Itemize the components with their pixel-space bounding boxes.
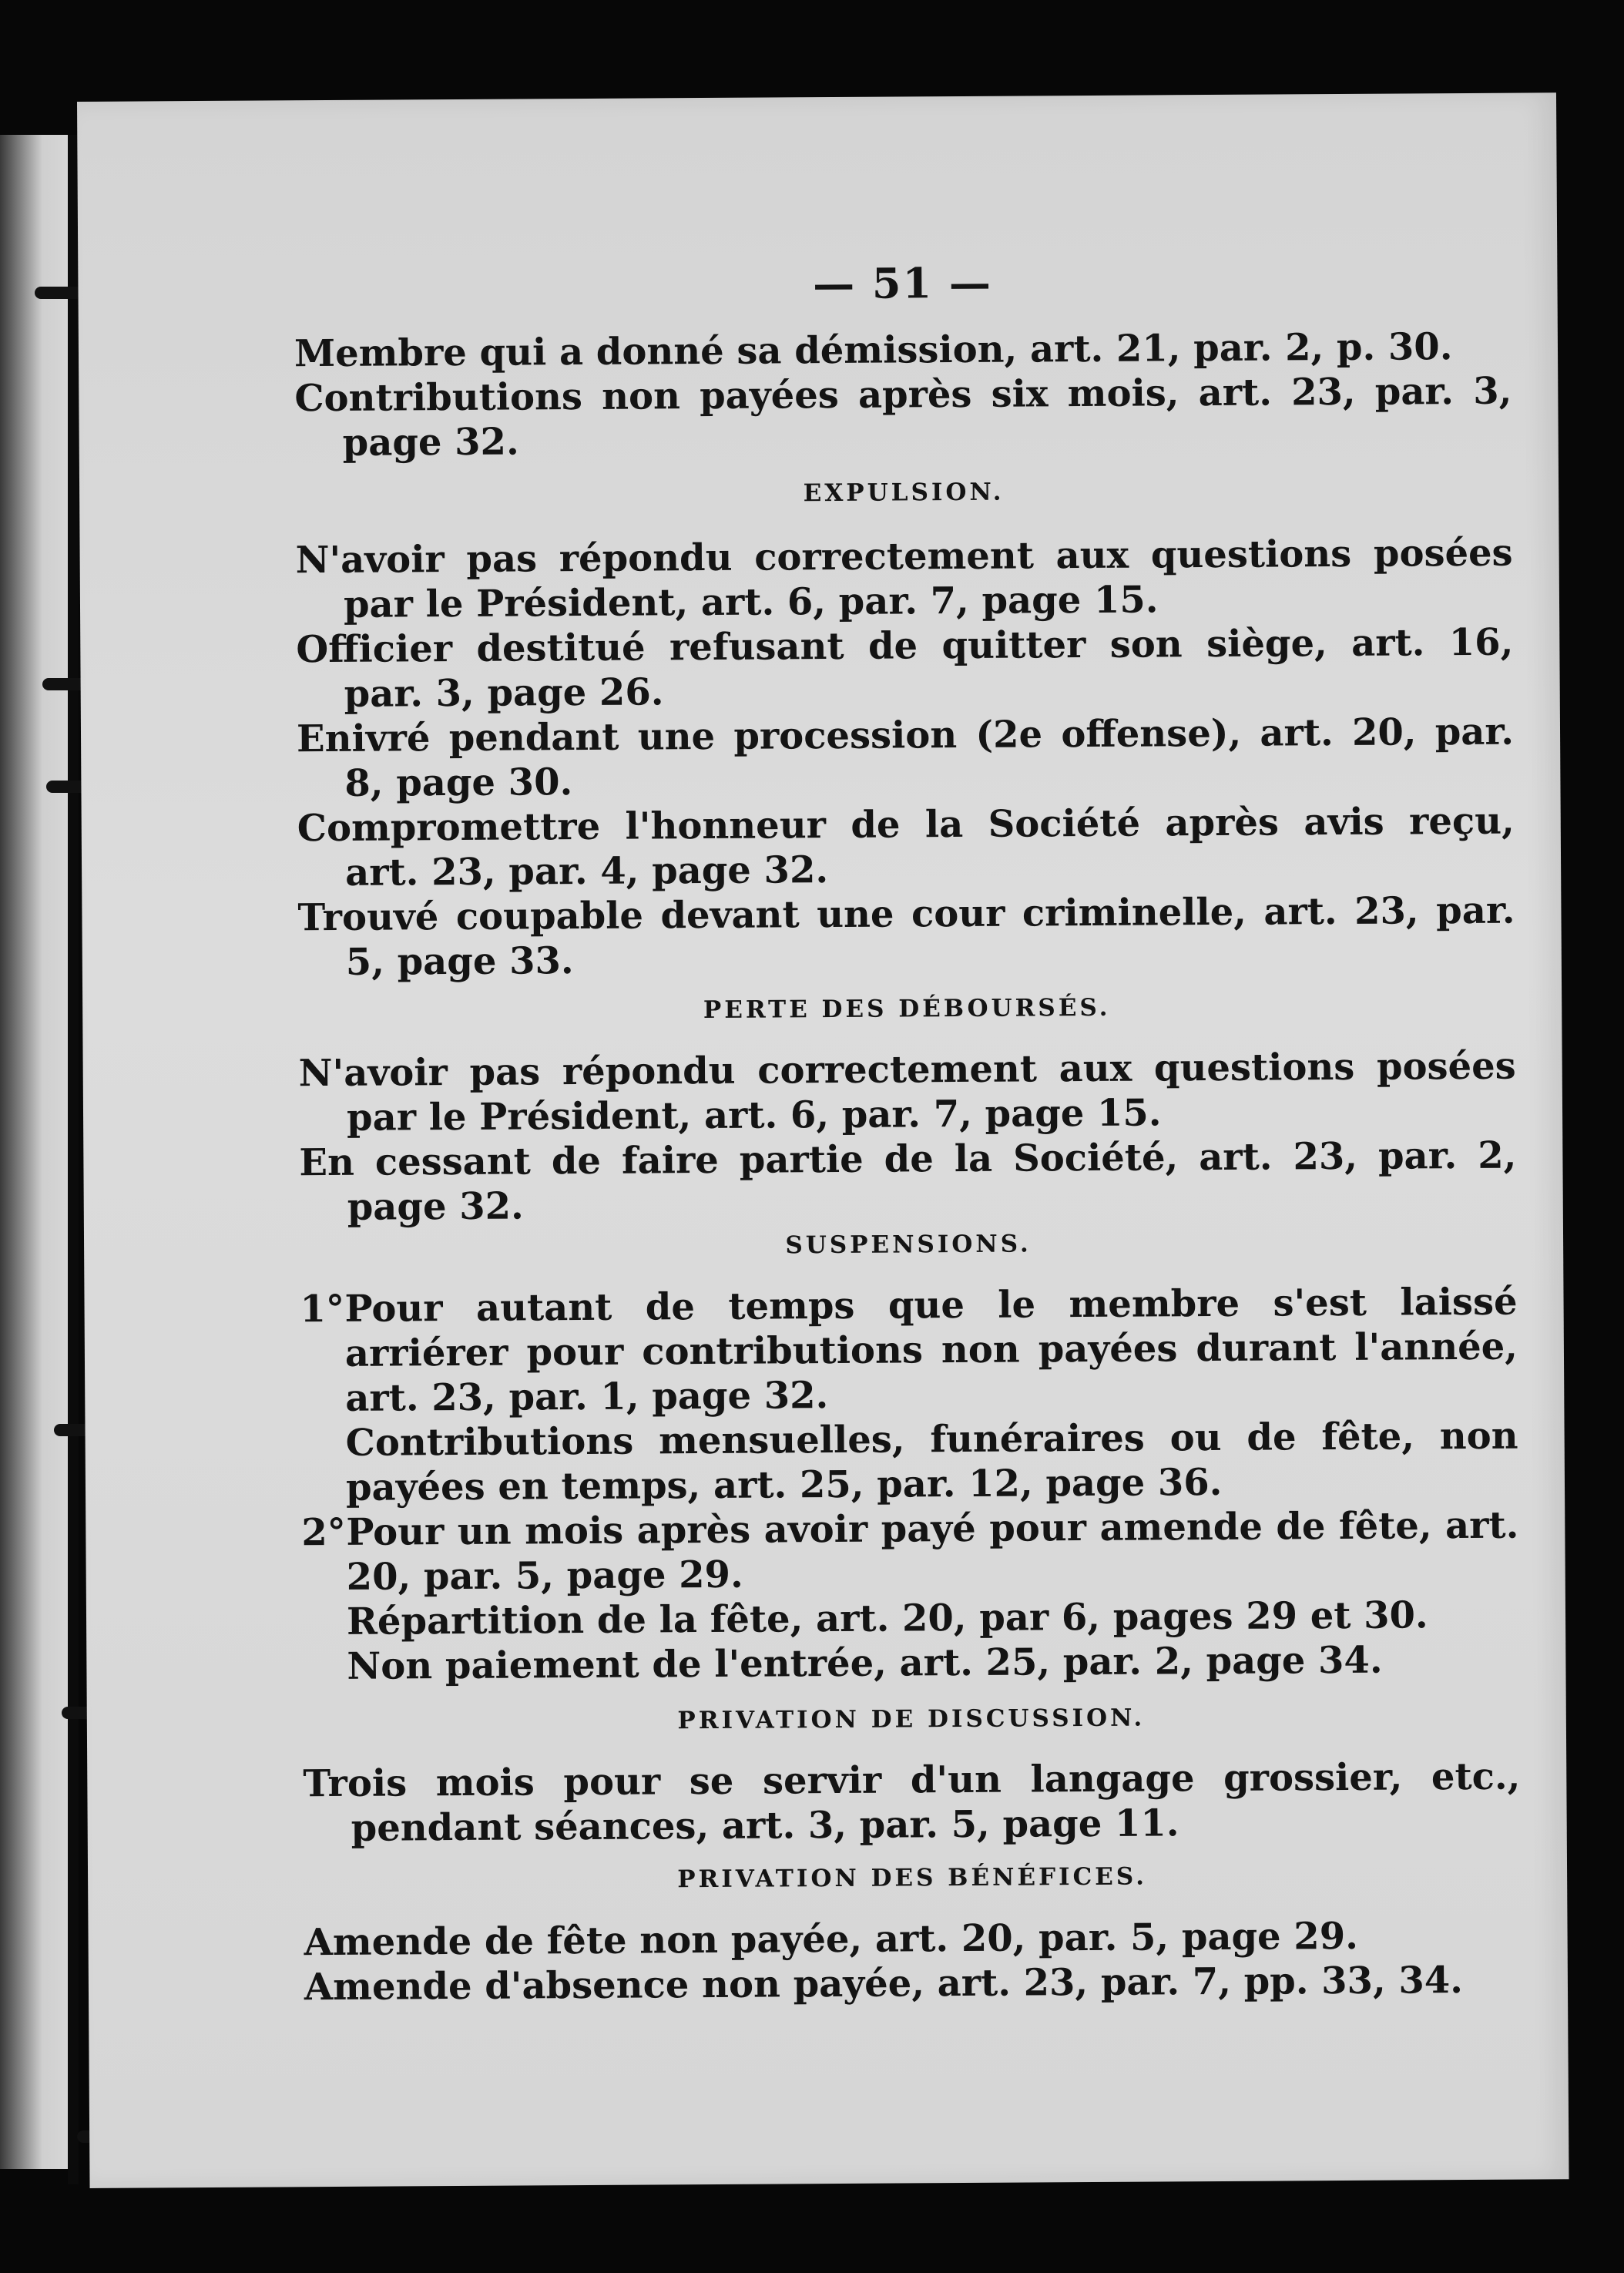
expulsion-entry: N'avoir pas répondu correctement aux questions posées par le Président, art. 6, par. 7, page 15. (295, 531, 1513, 626)
item-number: 1° (300, 1287, 345, 1331)
page-number: — 51 — (812, 257, 993, 309)
section-heading-expulsion: EXPULSION. (803, 478, 1005, 508)
item-body (344, 1280, 1518, 1510)
suspension-item (300, 1280, 1518, 1511)
perte-entry: En cessant de faire partie de la Société, art. 23, par. 2, page 32. (299, 1133, 1517, 1229)
intro-entry: Membre qui a donné sa démission, art. 21, par. 2, p. 30. (294, 325, 1453, 376)
benefices-entry: Amende de fête non payée, art. 20, par. 5, page 29. (304, 1914, 1359, 1965)
suspension-line: Pour un mois après avoir payé pour amende de fête, art. 20, par. 5, page 29. (346, 1503, 1519, 1599)
intro-entry: Contributions non payées après six mois, art. 23, par. 3, page 32. (294, 369, 1512, 465)
page-content (294, 255, 1522, 2010)
suspension-line: Contributions mensuelles, funéraires ou de fête, non payées en temps, art. 25, par. 12, page 36. (345, 1414, 1518, 1509)
suspension-item (301, 1503, 1519, 1690)
expulsion-entry: Enivré pendant une procession (2e offense), art. 20, par. 8, page 30. (296, 710, 1515, 805)
section-heading-suspensions: SUSPENSIONS. (785, 1230, 1032, 1260)
suspension-line: Pour autant de temps que le membre s'est laissé arriérer pour contributions non payées durant l'année, art. 23, par. 1, page 32. (344, 1280, 1518, 1420)
item-number: 2° (301, 1510, 346, 1555)
suspension-line: Non paiement de l'entrée, art. 25, par. 2, page 34. (347, 1638, 1383, 1688)
section-heading-privation-de-discussion: PRIVATION DE DISCUSSION. (677, 1704, 1146, 1735)
benefices-entry: Amende d'absence non payée, art. 23, par. 7, pp. 33, 34. (304, 1959, 1464, 2009)
perte-entry: N'avoir pas répondu correctement aux questions posées par le Président, art. 6, par. 7, page 15. (298, 1044, 1516, 1140)
book-page (77, 92, 1569, 2188)
expulsion-entry: Officier destitué refusant de quitter son siège, art. 16, par. 3, page 26. (296, 620, 1514, 716)
suspension-line: Répartition de la fête, art. 20, par 6, pages 29 et 30. (346, 1593, 1428, 1643)
expulsion-entry: Compromettre l'honneur de la Société après avis reçu, art. 23, par. 4, page 32. (297, 799, 1515, 895)
item-body (346, 1503, 1519, 1689)
section-heading-privation-des-benefices: PRIVATION DES BÉNÉFICES. (677, 1862, 1148, 1894)
book-spine (68, 135, 79, 2184)
discussion-entry: Trois mois pour se servir d'un langage grossier, etc., pendant séances, art. 3, par. 5, page 11. (303, 1754, 1521, 1850)
adjacent-page-edge (0, 135, 77, 2169)
expulsion-entry: Trouvé coupable devant une cour criminelle, art. 23, par. 5, page 33. (297, 888, 1515, 984)
section-heading-perte-des-debourses: PERTE DES DÉBOURSÉS. (703, 993, 1111, 1025)
